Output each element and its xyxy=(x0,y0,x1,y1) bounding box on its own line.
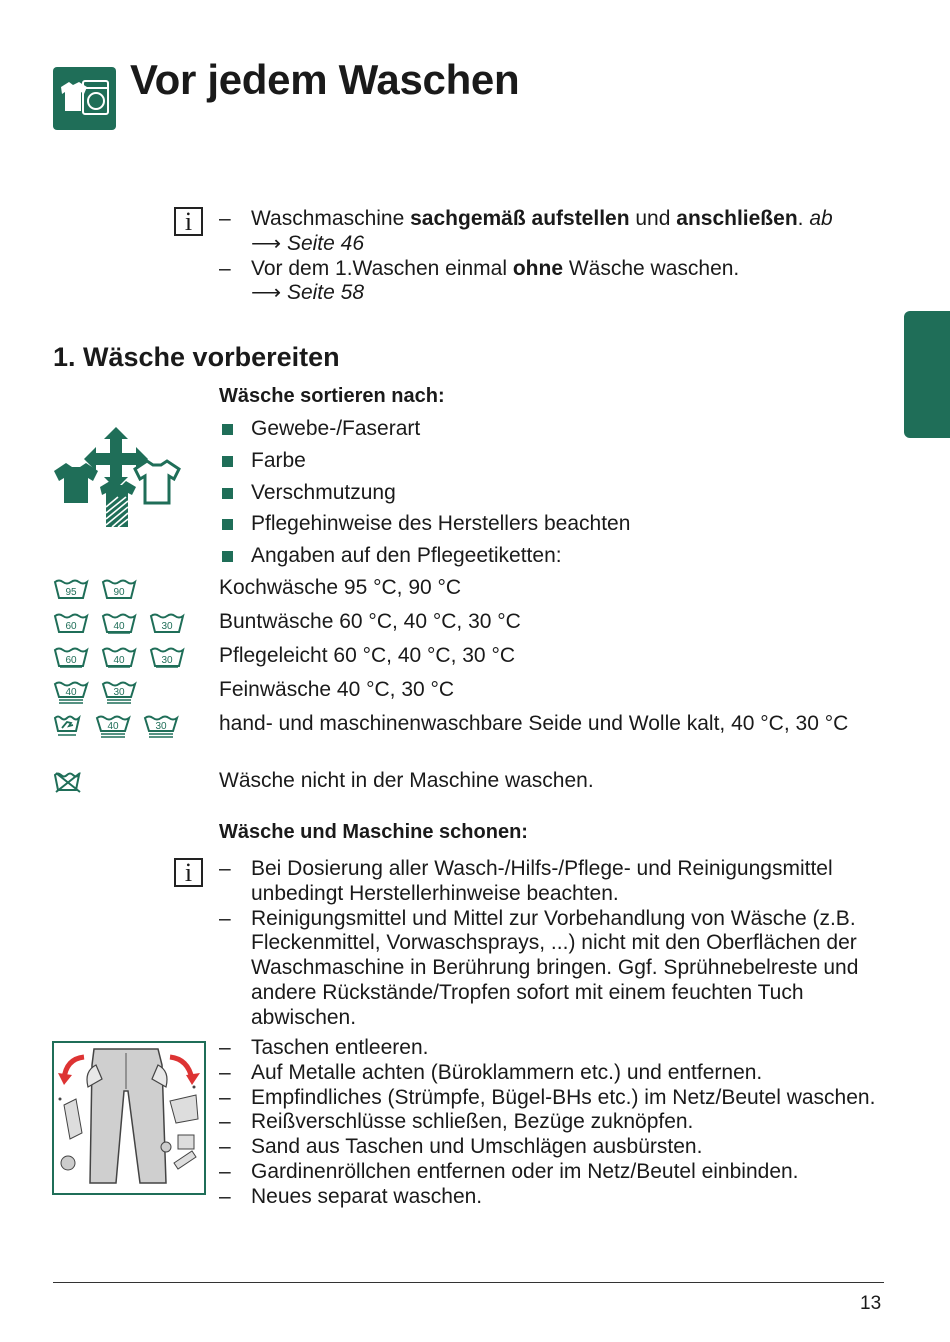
info-icon: i xyxy=(174,207,203,236)
svg-text:40: 40 xyxy=(113,655,125,666)
arrow-right-icon: ⟶ xyxy=(251,231,282,255)
svg-text:95: 95 xyxy=(65,587,77,598)
care-text: Buntwäsche 60 °C, 40 °C, 30 °C xyxy=(219,610,521,633)
list-item: Farbe xyxy=(219,447,630,479)
svg-text:30: 30 xyxy=(113,687,125,698)
list-item: Verschmutzung xyxy=(219,479,630,511)
care-text: Pflegeleicht 60 °C, 40 °C, 30 °C xyxy=(219,644,516,667)
sort-subheading: Wäsche sortieren nach: xyxy=(219,385,445,407)
care-row xyxy=(53,768,883,798)
washing-machine-laundry-icon xyxy=(53,67,116,130)
list-item: Angaben auf den Pflegeetiketten: xyxy=(219,542,630,574)
care-row xyxy=(53,677,883,711)
wash-tub-icon xyxy=(101,646,137,668)
svg-text:60: 60 xyxy=(65,655,77,666)
care-subheading: Wäsche und Maschine schonen: xyxy=(219,821,528,843)
wash-tub-icon xyxy=(53,680,89,704)
wash-tub-icon xyxy=(53,612,89,634)
svg-text:60: 60 xyxy=(65,621,77,632)
care-label-table xyxy=(53,575,883,798)
wash-tub-icon xyxy=(149,612,185,634)
list-item: Gewebe-/Faserart xyxy=(219,415,630,447)
list-item: – Vor dem 1.Waschen einmal ohne Wäsche waschen. ⟶ Seite 58 xyxy=(219,257,889,307)
list-item: – Auf Metalle achten (Büroklammern etc.) und entfernen. xyxy=(219,1061,891,1086)
page-reference-link[interactable]: Seite 46 xyxy=(286,231,365,255)
care-text: Kochwäsche 95 °C, 90 °C xyxy=(219,576,462,599)
trousers-pocket-illustration xyxy=(52,1041,206,1195)
care-text: Feinwäsche 40 °C, 30 °C xyxy=(219,678,455,701)
arrow-right-icon: ⟶ xyxy=(251,281,282,305)
care-row xyxy=(53,609,883,643)
wash-tub-icon xyxy=(95,714,131,738)
info-icon: i xyxy=(174,858,203,887)
list-item: – Reißverschlüsse schließen, Bezüge zuknöpfen. xyxy=(219,1110,891,1135)
wash-tub-icon xyxy=(101,612,137,634)
care-row xyxy=(53,711,883,768)
footer-divider xyxy=(53,1282,884,1283)
svg-text:40: 40 xyxy=(113,621,125,632)
care-row xyxy=(53,575,883,609)
care-text: hand- und maschinenwaschbare Seide und Wolle kalt, 40 °C, 30 °C xyxy=(219,712,849,735)
wash-tub-icon xyxy=(53,646,89,668)
svg-text:40: 40 xyxy=(65,687,77,698)
do-not-wash-icon xyxy=(53,771,83,793)
wash-tub-icon xyxy=(53,578,89,600)
list-item: – Bei Dosierung aller Wasch-/Hilfs-/Pflege- und Reinigungsmittel unbedingt Herstellerhinweise beachten. xyxy=(219,857,891,907)
list-item: – Empfindliches (Strümpfe, Bügel-BHs etc.) im Netz/Beutel waschen. xyxy=(219,1086,891,1111)
svg-text:30: 30 xyxy=(161,621,173,632)
svg-text:90: 90 xyxy=(113,587,125,598)
list-item: – Sand aus Taschen und Umschlägen ausbürsten. xyxy=(219,1135,891,1160)
laundry-sorting-icon xyxy=(52,425,182,530)
list-item: – Neues separat waschen. xyxy=(219,1185,891,1210)
wash-tub-icon xyxy=(101,578,137,600)
care-text: Wäsche nicht in der Maschine waschen. xyxy=(219,769,594,792)
page-title: Vor jedem Waschen xyxy=(130,56,520,103)
section-heading: 1. Wäsche vorbereiten xyxy=(53,342,340,372)
list-item: – Waschmaschine sachgemäß aufstellen und anschließen. ab ⟶ Seite 46 xyxy=(219,207,889,257)
svg-text:30: 30 xyxy=(161,655,173,666)
page-reference-link[interactable]: Seite 58 xyxy=(286,281,365,305)
wash-tub-icon xyxy=(143,714,179,738)
list-item: – Gardinenröllchen entfernen oder im Netz/Beutel einbinden. xyxy=(219,1160,891,1185)
sort-criteria-list xyxy=(219,415,630,574)
list-item: Pflegehinweise des Herstellers beachten xyxy=(219,510,630,542)
care-notes-list xyxy=(219,857,891,1031)
notes-top-list xyxy=(219,207,889,306)
care-row xyxy=(53,643,883,677)
wash-tub-icon xyxy=(149,646,185,668)
svg-text:40: 40 xyxy=(107,721,119,732)
wash-tub-icon xyxy=(101,680,137,704)
hand-wash-icon xyxy=(53,714,83,738)
svg-text:30: 30 xyxy=(155,721,167,732)
page-number: 13 xyxy=(860,1293,882,1314)
list-item: – Taschen entleeren. xyxy=(219,1036,891,1061)
chapter-tab xyxy=(904,311,950,438)
list-item: – Reinigungsmittel und Mittel zur Vorbehandlung von Wäsche (z.B. Fleckenmittel, Vorwaschsprays, ...) nicht mit den Oberflächen der Waschmaschine in Berührung bringen. Ggf. Sprühnebelreste und andere Rückstände/Tropfen sofort mit einem feuchten Tuch abwischen. xyxy=(219,907,891,1031)
preparation-list xyxy=(219,1036,891,1210)
